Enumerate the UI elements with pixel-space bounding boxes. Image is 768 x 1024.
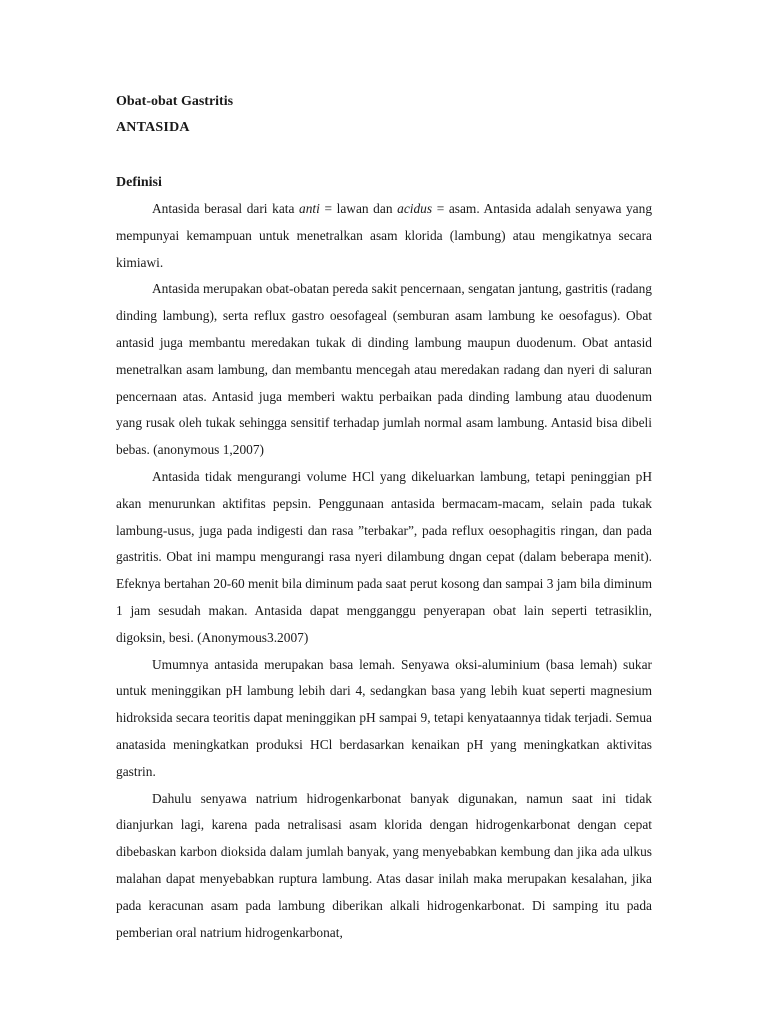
italic-term-acidus: acidus: [397, 201, 433, 216]
paragraph: Antasida tidak mengurangi volume HCl yang dikeluarkan lambung, tetapi peninggian pH akan menurunkan aktifitas pepsin. Penggunaan antasida bermacam-macam, selain pada tukak lambung-usus, juga pada indigesti dan rasa ”terbakar”, pada reflux oesophagitis ringan, dan pada gastritis. Obat ini mampu mengurangi rasa nyeri dilambung dngan cepat (dalam beberapa menit). Efeknya bertahan 20-60 menit bila diminum pada saat perut kosong dan sampai 3 jam bila diminum 1 jam sesudah makan. Antasida dapat mengganggu penyerapan obat lain seperti tetrasiklin, digoksin, besi. (Anonymous3.2007): [116, 468, 652, 645]
document-subtitle: ANTASIDA: [116, 120, 190, 135]
paragraph-text: = asam. Antasida adalah senyawa yang mempunyai kemampuan untuk menetralkan asam klorida (lambung) atau mengikatnya secara kimiawi.: [116, 201, 653, 270]
paragraph: Antasida merupakan obat-obatan pereda sakit pencernaan, sengatan jantung, gastritis (radang dinding lambung), serta reflux gastro oesofageal (semburan asam lambung ke oesofagus). Obat antasid juga membantu meredakan tukak di dinding lambung maupun duodenum. Obat antasid menetralkan asam lambung, dan membantu mencegah atau meredakan radang dan nyeri di saluran pencernaan atas. Antasid juga memberi waktu perbaikan pada dinding lambung atau duodenum yang rusak oleh tukak sehingga sensitif terhadap jumlah normal asam lambung. Antasid bisa dibeli bebas. (anonymous 1,2007): [116, 281, 652, 458]
paragraph-text: = lawan dan: [319, 201, 398, 216]
paragraph-text: Antasida berasal dari kata: [152, 201, 300, 216]
document-body: [116, 196, 652, 946]
paragraph: Umumnya antasida merupakan basa lemah. Senyawa oksi-aluminium (basa lemah) sukar untuk meninggikan pH lambung lebih dari 4, sedangkan basa yang lebih kuat seperti magnesium hidroksida secara teoritis dapat meninggikan pH sampai 9, tetapi kenyataannya tidak terjadi. Semua anatasida meningkatkan produksi HCl berdasarkan kenaikan pH yang meningkatkan aktivitas gastrin.: [116, 656, 652, 779]
document-title: Obat-obat Gastritis: [116, 94, 234, 109]
italic-term-anti: anti: [299, 201, 320, 216]
paragraph: [116, 196, 652, 276]
paragraph: Dahulu senyawa natrium hidrogenkarbonat banyak digunakan, namun saat ini tidak dianjurkan lagi, karena pada netralisasi asam klorida dengan hidrogenkarbonat dengan cepat dibebaskan karbon dioksida dalam jumlah banyak, yang menyebabkan kembung dan jika ada ulkus malahan dapat menyebabkan ruptura lambung. Atas dasar inilah maka merupakan kesalahan, jika pada keracunan asam pada lambung diberikan alkali hidrogenkarbonat. Di samping itu pada pemberian oral natrium hidrogenkarbonat,: [116, 790, 652, 940]
section-heading: Definisi: [116, 175, 162, 190]
